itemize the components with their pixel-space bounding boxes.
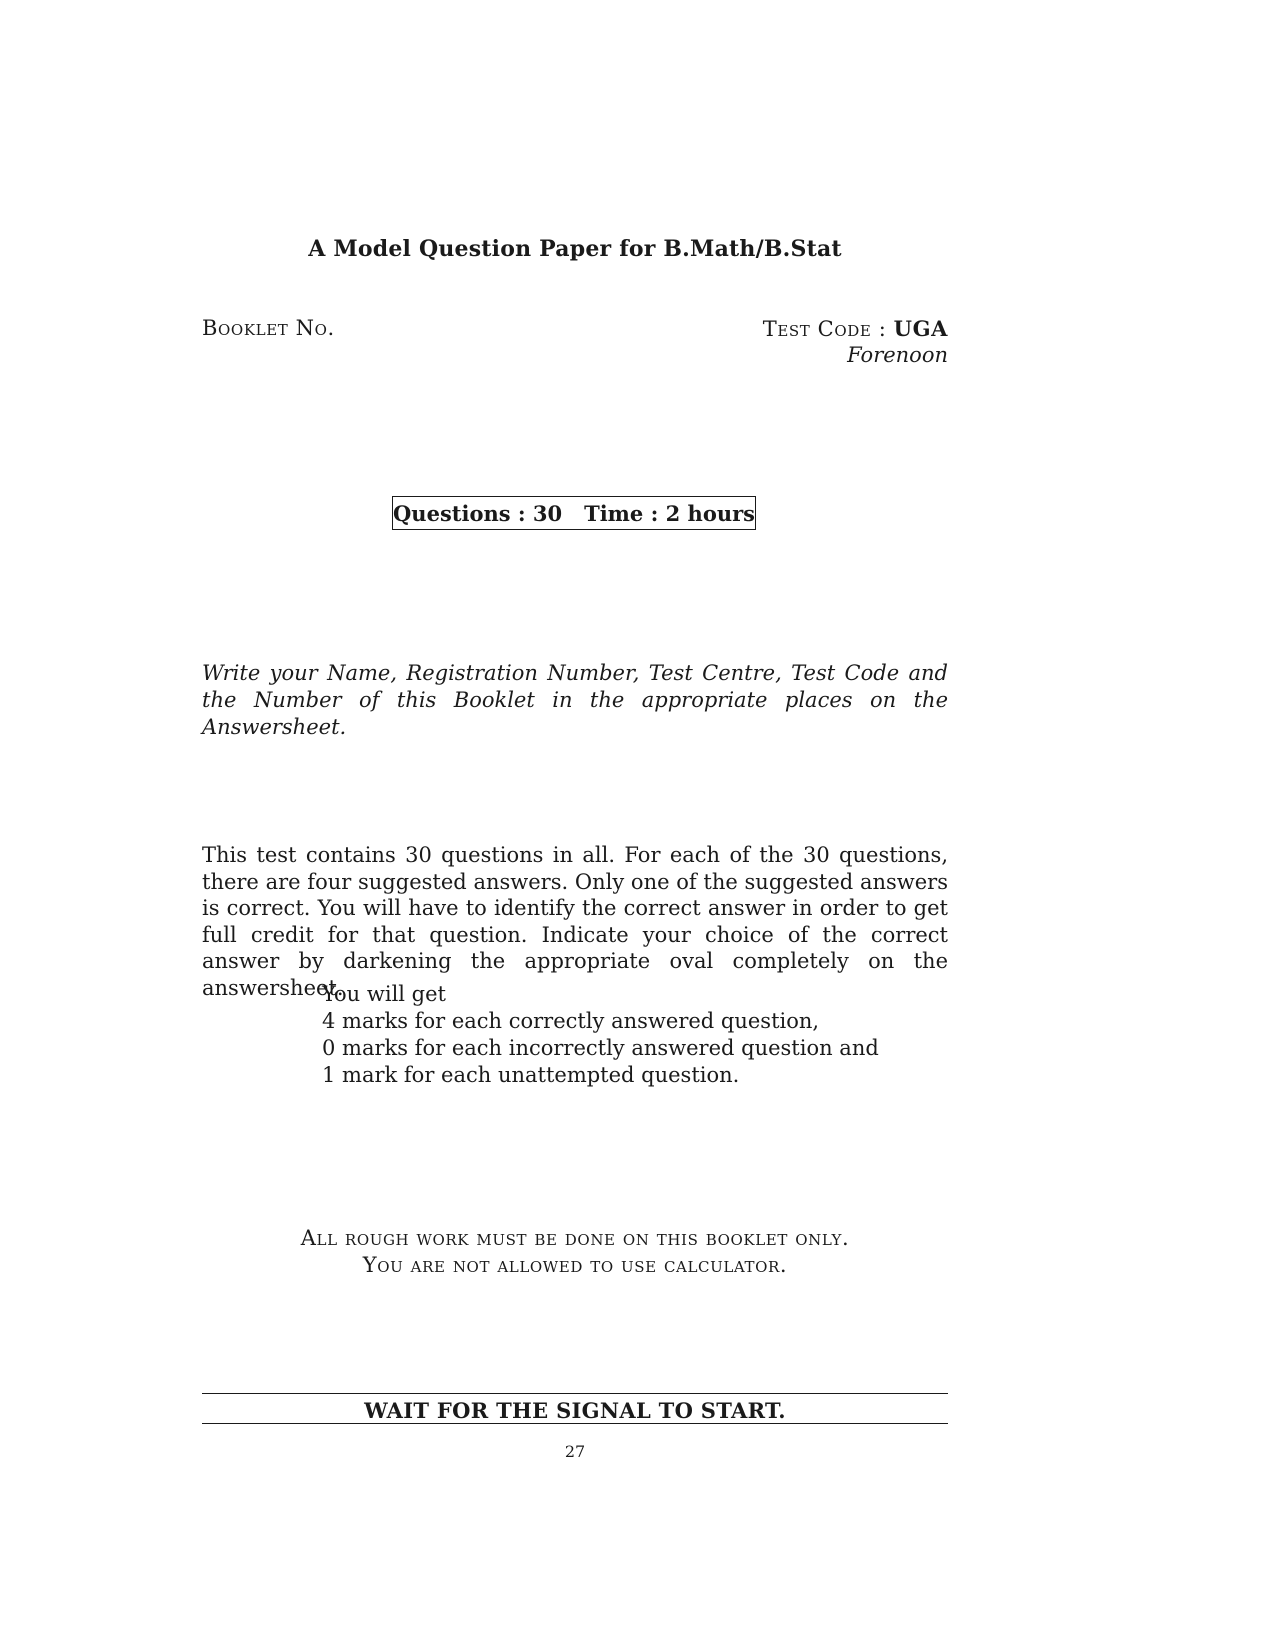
questions-time-box: Questions : 30 Time : 2 hours [392, 496, 756, 530]
note-line: You are not allowed to use calculator. [362, 1253, 788, 1277]
session-label: Forenoon [847, 343, 948, 367]
marking-line: You will get [322, 982, 446, 1006]
marking-line: 1 mark for each unattempted question. [322, 1063, 740, 1087]
marking-scheme [322, 981, 879, 1089]
booklet-number-label: Booklet No. [202, 316, 335, 340]
top-rule [202, 1393, 948, 1394]
start-signal-notice: WAIT FOR THE SIGNAL TO START. [364, 1398, 786, 1423]
marking-line: 0 marks for each incorrectly answered question and [322, 1036, 879, 1060]
bottom-rule [202, 1423, 948, 1424]
answersheet-instruction: Write your Name, Registration Number, Test Centre, Test Code and the Number of this Booklet in the appropriate places on the Answersheet. [202, 661, 948, 739]
note-line: All rough work must be done on this booklet only. [300, 1226, 850, 1250]
page-number: 27 [564, 1442, 586, 1461]
page-title: A Model Question Paper for B.Math/B.Stat [308, 236, 842, 262]
rough-work-notes [0, 1225, 1150, 1279]
marking-line: 4 marks for each correctly answered question, [322, 1009, 820, 1033]
test-code [763, 316, 948, 341]
test-rules-paragraph: This test contains 30 questions in all. For each of the 30 questions, there are four suggested answers. Only one of the suggested answers is correct. You will have to identify the correct answer in order to get full credit for that question. Indicate your choice of the correct answer by darkening the appropriate oval completely on the answersheet. [202, 843, 948, 1000]
test-code-value: UGA [893, 316, 948, 341]
test-code-label: Test Code : [762, 317, 894, 341]
